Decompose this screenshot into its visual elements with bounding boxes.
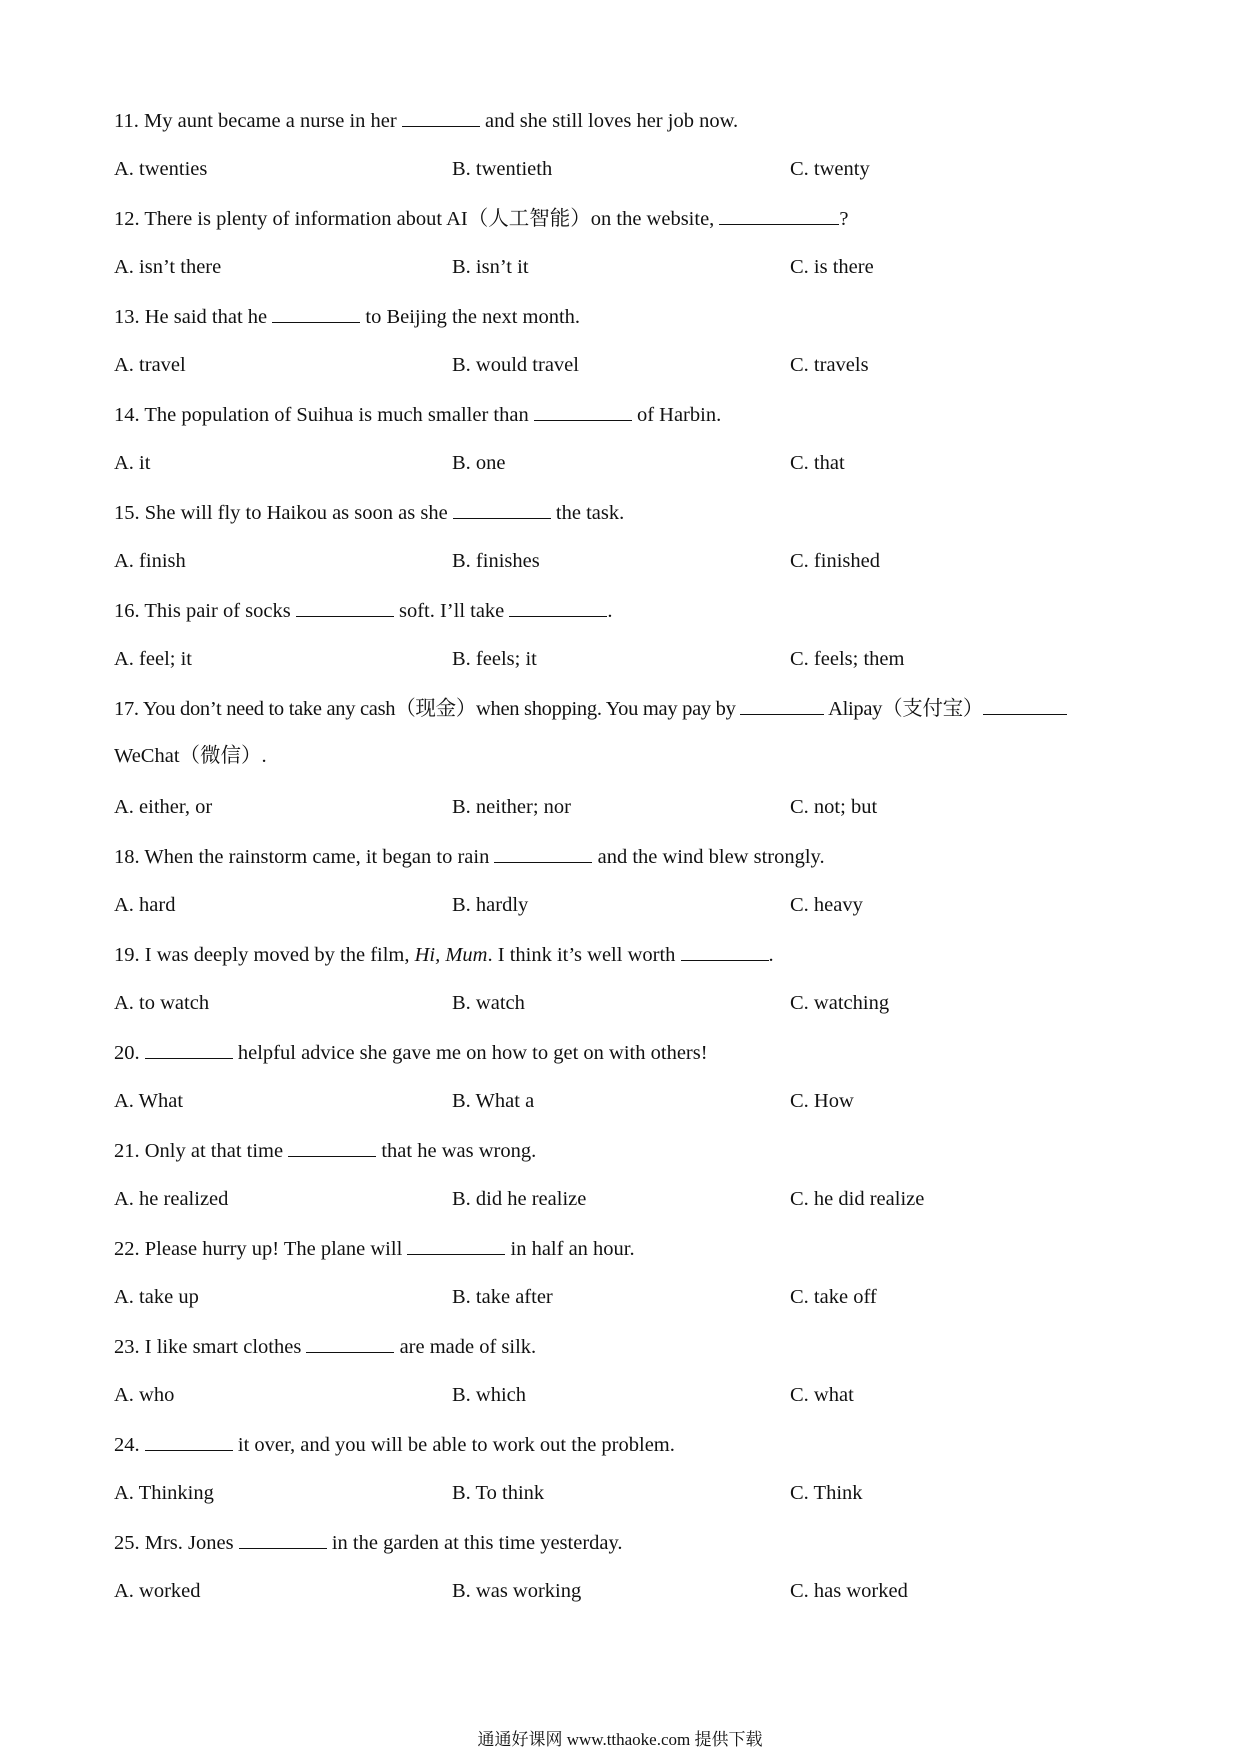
answer-blank bbox=[306, 1334, 394, 1353]
answer-blank bbox=[402, 108, 480, 127]
answer-blank bbox=[145, 1040, 233, 1059]
options-15 bbox=[0, 549, 1240, 573]
question-number: 19. bbox=[114, 944, 140, 966]
option-a: A. who bbox=[114, 1384, 175, 1406]
film-title: Hi, Mum bbox=[414, 944, 488, 966]
answer-blank bbox=[453, 500, 551, 519]
option-b: B. hardly bbox=[452, 894, 529, 916]
question-text: . I think it’s well worth bbox=[487, 944, 681, 966]
option-a: A. either, or bbox=[114, 796, 213, 818]
option-c: C. that bbox=[790, 452, 845, 474]
answer-blank bbox=[145, 1432, 233, 1451]
options-11 bbox=[0, 157, 1240, 181]
question-text: I like smart clothes bbox=[144, 1336, 307, 1358]
option-a: A. it bbox=[114, 452, 151, 474]
option-c: C. take off bbox=[790, 1286, 877, 1308]
question-text: Only at that time bbox=[144, 1140, 289, 1162]
question-16 bbox=[114, 598, 613, 623]
option-a: A. travel bbox=[114, 354, 186, 376]
options-22 bbox=[0, 1285, 1240, 1309]
options-20 bbox=[0, 1089, 1240, 1113]
option-b: B. which bbox=[452, 1384, 527, 1406]
question-number: 25. bbox=[114, 1532, 140, 1554]
question-11 bbox=[114, 108, 738, 133]
option-c: C. How bbox=[790, 1090, 854, 1112]
option-a: A. twenties bbox=[114, 158, 208, 180]
option-b: B. did he realize bbox=[452, 1188, 587, 1210]
question-text: in the garden at this time yesterday. bbox=[326, 1532, 623, 1554]
options-16 bbox=[0, 647, 1240, 671]
option-a: A. What bbox=[114, 1090, 184, 1112]
question-number: 13. bbox=[114, 306, 140, 328]
options-19 bbox=[0, 991, 1240, 1015]
options-21 bbox=[0, 1187, 1240, 1211]
answer-blank bbox=[407, 1236, 505, 1255]
question-19 bbox=[114, 942, 774, 967]
option-b: B. To think bbox=[452, 1482, 545, 1504]
question-24 bbox=[114, 1432, 675, 1457]
question-20 bbox=[114, 1040, 708, 1065]
question-18 bbox=[114, 844, 825, 869]
answer-blank bbox=[983, 696, 1067, 715]
question-14 bbox=[114, 402, 721, 427]
option-b: B. twentieth bbox=[452, 158, 553, 180]
option-b: B. one bbox=[452, 452, 506, 474]
question-text: This pair of socks bbox=[144, 600, 296, 622]
question-17-line2 bbox=[114, 744, 267, 768]
question-text: to Beijing the next month. bbox=[360, 306, 581, 328]
option-b: B. would travel bbox=[452, 354, 579, 376]
question-text: helpful advice she gave me on how to get on with others! bbox=[232, 1042, 708, 1064]
answer-blank bbox=[288, 1138, 376, 1157]
question-text: are made of silk. bbox=[394, 1336, 537, 1358]
options-17 bbox=[0, 795, 1240, 819]
option-a: A. finish bbox=[114, 550, 186, 572]
option-c: C. Think bbox=[790, 1482, 863, 1504]
option-c: C. finished bbox=[790, 550, 880, 572]
question-text: that he was wrong. bbox=[376, 1140, 537, 1162]
question-number: 14. bbox=[114, 404, 140, 426]
option-c: C. has worked bbox=[790, 1580, 908, 1602]
option-b: B. take after bbox=[452, 1286, 553, 1308]
answer-blank bbox=[534, 402, 632, 421]
question-text: She will fly to Haikou as soon as she bbox=[144, 502, 453, 524]
option-a: A. Thinking bbox=[114, 1482, 214, 1504]
question-13 bbox=[114, 304, 580, 329]
question-number: 17. bbox=[114, 698, 139, 720]
answer-blank bbox=[740, 696, 824, 715]
question-23 bbox=[114, 1334, 536, 1359]
option-c: C. heavy bbox=[790, 894, 863, 916]
question-12 bbox=[114, 206, 849, 231]
options-12 bbox=[0, 255, 1240, 279]
option-a: A. hard bbox=[114, 894, 176, 916]
question-number: 15. bbox=[114, 502, 140, 524]
options-25 bbox=[0, 1579, 1240, 1603]
option-c: C. not; but bbox=[790, 796, 878, 818]
question-text: and the wind blew strongly. bbox=[592, 846, 825, 868]
question-text: Alipay（支付宝） bbox=[824, 698, 984, 720]
question-22 bbox=[114, 1236, 635, 1261]
option-c: C. he did realize bbox=[790, 1188, 925, 1210]
question-15 bbox=[114, 500, 624, 525]
question-text: WeChat（微信）. bbox=[114, 745, 267, 767]
question-text: in half an hour. bbox=[505, 1238, 635, 1260]
question-text: the task. bbox=[550, 502, 625, 524]
question-21 bbox=[114, 1138, 536, 1163]
question-text: There is plenty of information about AI（人工智能）on the website, bbox=[144, 208, 720, 230]
question-text: You don’t need to take any cash（现金）when shopping. You may pay by bbox=[142, 698, 741, 720]
answer-blank bbox=[239, 1530, 327, 1549]
option-a: A. worked bbox=[114, 1580, 201, 1602]
question-number: 18. bbox=[114, 846, 140, 868]
question-text: My aunt became a nurse in her bbox=[144, 110, 402, 132]
question-text: He said that he bbox=[144, 306, 273, 328]
question-text: . bbox=[607, 600, 613, 622]
option-c: C. what bbox=[790, 1384, 854, 1406]
answer-blank bbox=[494, 844, 592, 863]
option-a: A. he realized bbox=[114, 1188, 229, 1210]
question-text: I was deeply moved by the film, bbox=[144, 944, 415, 966]
option-b: B. neither; nor bbox=[452, 796, 571, 818]
option-b: B. finishes bbox=[452, 550, 540, 572]
answer-blank bbox=[296, 598, 394, 617]
question-text: . bbox=[768, 944, 774, 966]
answer-blank bbox=[509, 598, 607, 617]
option-a: A. take up bbox=[114, 1286, 199, 1308]
option-c: C. is there bbox=[790, 256, 874, 278]
option-b: B. feels; it bbox=[452, 648, 537, 670]
question-text: and she still loves her job now. bbox=[479, 110, 739, 132]
question-text: soft. I’ll take bbox=[393, 600, 510, 622]
options-23 bbox=[0, 1383, 1240, 1407]
question-text: of Harbin. bbox=[631, 404, 722, 426]
answer-blank bbox=[681, 942, 769, 961]
options-14 bbox=[0, 451, 1240, 475]
option-b: B. was working bbox=[452, 1580, 582, 1602]
option-c: C. watching bbox=[790, 992, 890, 1014]
question-text: Please hurry up! The plane will bbox=[144, 1238, 408, 1260]
question-number: 21. bbox=[114, 1140, 140, 1162]
answer-blank bbox=[719, 206, 839, 225]
options-18 bbox=[0, 893, 1240, 917]
question-text: Mrs. Jones bbox=[144, 1532, 239, 1554]
question-number: 23. bbox=[114, 1336, 140, 1358]
question-text: ? bbox=[839, 208, 849, 230]
option-b: B. watch bbox=[452, 992, 525, 1014]
option-c: C. travels bbox=[790, 354, 869, 376]
option-a: A. isn’t there bbox=[114, 256, 222, 278]
option-c: C. twenty bbox=[790, 158, 870, 180]
question-number: 22. bbox=[114, 1238, 140, 1260]
options-13 bbox=[0, 353, 1240, 377]
question-text: The population of Suihua is much smaller than bbox=[144, 404, 534, 426]
question-number: 12. bbox=[114, 208, 140, 230]
options-24 bbox=[0, 1481, 1240, 1505]
question-number: 16. bbox=[114, 600, 140, 622]
question-number: 11. bbox=[114, 110, 139, 132]
question-25 bbox=[114, 1530, 623, 1555]
question-text: When the rainstorm came, it began to rain bbox=[144, 846, 495, 868]
question-17 bbox=[114, 696, 1067, 721]
option-a: A. feel; it bbox=[114, 648, 192, 670]
question-text: it over, and you will be able to work out the problem. bbox=[232, 1434, 675, 1456]
option-b: B. What a bbox=[452, 1090, 535, 1112]
option-b: B. isn’t it bbox=[452, 256, 529, 278]
question-number: 20. bbox=[114, 1042, 140, 1064]
question-number: 24. bbox=[114, 1434, 140, 1456]
page-footer: 通通好课网 www.tthaoke.com 提供下载 bbox=[477, 1730, 763, 1749]
option-c: C. feels; them bbox=[790, 648, 905, 670]
answer-blank bbox=[272, 304, 360, 323]
option-a: A. to watch bbox=[114, 992, 210, 1014]
